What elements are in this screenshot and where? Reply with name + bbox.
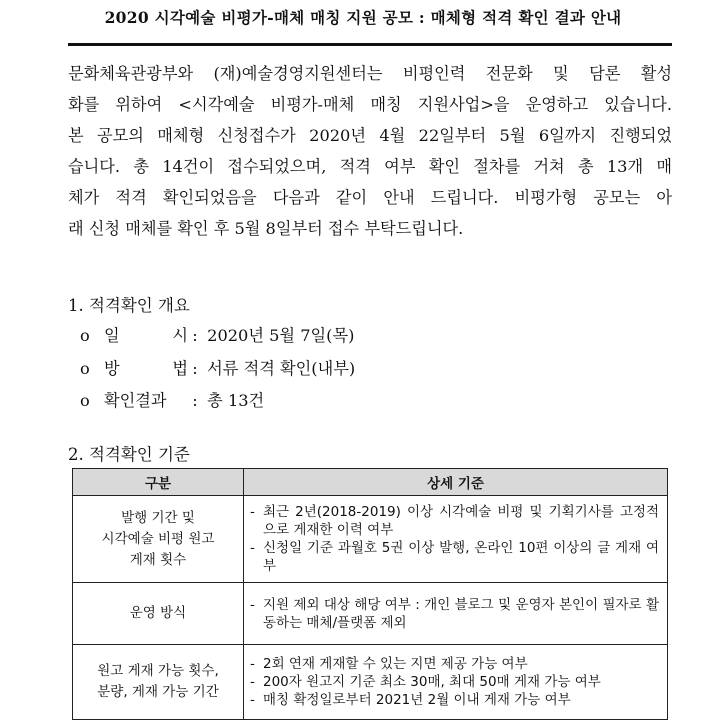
detail-item	[250, 691, 659, 709]
detail-item	[250, 655, 659, 673]
overview-value: 총 13건	[207, 391, 265, 410]
detail-item	[250, 596, 659, 632]
overview-label: 일 시	[104, 326, 188, 345]
colon: :	[192, 326, 198, 345]
colon: :	[192, 359, 198, 378]
document-title: 2020 시각예술 비평가-매체 매칭 지원 공모 : 매체형 적격 확인 결과 안내	[104, 8, 622, 27]
section2-title: 2. 적격확인 기준	[68, 445, 190, 464]
category-line: 운영 방식	[129, 605, 187, 621]
table-row	[73, 583, 668, 645]
dash: -	[250, 504, 255, 520]
intro-line: 체가 적격 확인되었음을 다음과 같이 안내 드립니다. 비평가형 공모는 아	[68, 188, 672, 207]
category-line: 발행 기간 및	[121, 509, 195, 526]
detail-text: 2회 연재 게재할 수 있는 지면 제공 가능 여부	[263, 656, 528, 672]
detail-item	[250, 673, 659, 691]
dash: -	[250, 540, 255, 556]
dash: -	[250, 656, 255, 672]
colon: :	[192, 391, 198, 410]
category-line: 분량, 게재 가능 기간	[97, 684, 219, 700]
bullet: o	[80, 359, 90, 378]
category-line: 게재 횟수	[129, 551, 187, 568]
overview-label: 방 법	[104, 359, 188, 378]
dash: -	[250, 692, 255, 708]
intro-line: 래 신청 매체를 확인 후 5월 8일부터 접수 부탁드립니다.	[68, 219, 464, 238]
intro-paragraph	[68, 58, 672, 244]
category-line: 원고 게재 가능 횟수,	[97, 663, 219, 679]
dash: -	[250, 596, 255, 613]
detail-text: 최근 2년(2018-2019) 이상 시각예술 비평 및 기획기사를 고정적으로 게재한 이력 여부	[263, 504, 659, 538]
section1-title: 1. 적격확인 개요	[68, 296, 190, 315]
category-cell	[73, 645, 244, 720]
overview-item-result	[80, 387, 264, 411]
intro-line: 문화체육관광부와 (재)예술경영지원센터는 비평인력 전문화 및 담론 활성	[68, 64, 672, 83]
intro-line: 습니다. 총 14건이 접수되었으며, 적격 여부 확인 절차를 거쳐 총 13개 매	[68, 157, 672, 176]
detail-text: 200자 원고지 기준 최소 30매, 최대 50매 게재 가능 여부	[263, 674, 601, 690]
header-category: 구분	[73, 469, 244, 496]
header-details: 상세 기준	[244, 469, 668, 496]
intro-line: 본 공모의 매체형 신청접수가 2020년 4월 22일부터 5월 6일까지 진행되었	[68, 126, 672, 145]
detail-text: 지원 제외 대상 해당 여부 : 개인 블로그 및 운영자 본인이 필자로 활동하는 매체/플랫폼 제외	[263, 596, 659, 631]
detail-item	[250, 539, 659, 575]
category-cell	[73, 496, 244, 583]
table-header-row	[73, 469, 668, 496]
overview-item-date	[80, 322, 354, 346]
criteria-table	[72, 468, 668, 720]
detail-text: 신청일 기준 과월호 5권 이상 발행, 온라인 10편 이상의 글 게재 여부	[263, 540, 659, 574]
details-cell	[244, 583, 668, 645]
category-line: 시각예술 비평 원고	[101, 530, 215, 547]
overview-value: 서류 적격 확인(내부)	[207, 359, 356, 378]
table-row	[73, 645, 668, 720]
overview-label: 확인결과	[104, 391, 167, 410]
bullet: o	[80, 326, 90, 345]
dash: -	[250, 674, 255, 690]
table-row	[73, 496, 668, 583]
title-divider	[68, 43, 672, 46]
category-cell	[73, 583, 244, 645]
overview-value: 2020년 5월 7일(목)	[207, 326, 355, 345]
details-cell	[244, 645, 668, 720]
intro-line: 화를 위하여 <시각예술 비평가-매체 매칭 지원사업>을 운영하고 있습니다.	[68, 95, 672, 114]
overview-item-method	[80, 355, 355, 379]
details-cell	[244, 496, 668, 583]
bullet: o	[80, 391, 90, 410]
detail-item	[250, 503, 659, 539]
detail-text: 매칭 확정일로부터 2021년 2월 이내 게재 가능 여부	[263, 692, 571, 708]
